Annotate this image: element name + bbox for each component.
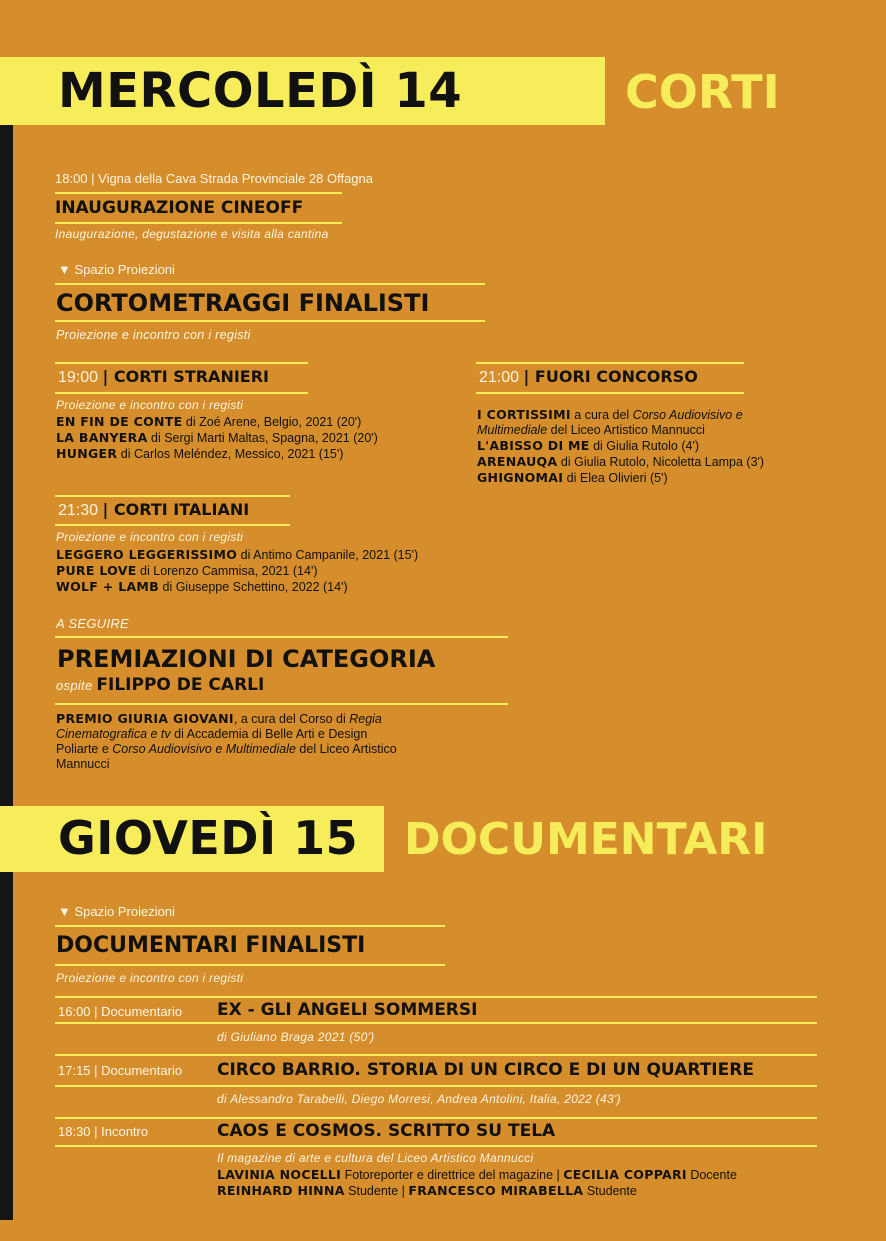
award-text: , a cura del Corso di <box>233 712 350 726</box>
film-credit: di Lorenzo Cammisa, 2021 (14') <box>136 564 318 578</box>
film-list <box>56 414 378 462</box>
slot-title: | CORTI STRANIERI <box>102 367 269 386</box>
film-item <box>56 579 418 595</box>
section-heading: CORTOMETRAGGI FINALISTI <box>56 289 430 317</box>
slot-heading <box>58 500 249 520</box>
divider <box>55 392 308 394</box>
guest-list <box>217 1167 737 1199</box>
award-text: di Accademia di Belle Arti e Design <box>170 727 368 741</box>
section-title: DOCUMENTARI <box>404 814 768 865</box>
a-seguire-label: A SEGUIRE <box>56 616 130 631</box>
award-description <box>56 711 486 772</box>
film-item <box>56 563 418 579</box>
film-item <box>477 438 764 454</box>
award-line <box>56 727 486 742</box>
award-text: Poliarte e <box>56 742 113 756</box>
doc-title: CIRCO BARRIO. STORIA DI UN CIRCO E DI UN QUARTIERE <box>217 1060 754 1080</box>
doc-credit: di Giuliano Braga 2021 (50') <box>217 1030 375 1044</box>
slot-time: 21:00 <box>479 369 520 386</box>
guest-line <box>217 1167 737 1183</box>
film-title: L'ABISSO DI ME <box>477 438 590 453</box>
award-line <box>56 757 486 772</box>
slot-title: | CORTI ITALIANI <box>102 500 250 519</box>
divider <box>55 925 445 927</box>
guest-line <box>217 1183 737 1199</box>
guest-role: Studente <box>583 1184 637 1198</box>
course-name: Multimediale <box>477 423 548 437</box>
divider <box>55 703 508 705</box>
award-text: Mannucci <box>56 757 110 771</box>
divider <box>55 1022 817 1024</box>
divider <box>55 1145 817 1147</box>
divider <box>476 392 744 394</box>
film-credit: di Carlos Meléndez, Messico, 2021 (15') <box>117 447 344 461</box>
film-list <box>56 547 418 595</box>
course-name: Cinematografica e tv <box>56 727 171 741</box>
divider <box>476 362 744 364</box>
film-title: LA BANYERA <box>56 430 148 445</box>
film-credit: di Giulia Rutolo (4') <box>589 439 699 453</box>
guest-name: REINHARD HINNA <box>217 1183 345 1198</box>
slot-label: 18:30 | Incontro <box>58 1124 149 1139</box>
award-line <box>56 742 486 757</box>
film-credit: di Elea Olivieri (5') <box>563 471 668 485</box>
divider <box>55 362 308 364</box>
guest-role: Fotoreporter e direttrice del magazine | <box>341 1168 564 1182</box>
doc-title: CAOS E COSMOS. SCRITTO SU TELA <box>217 1121 556 1141</box>
divider <box>55 192 342 194</box>
film-credit: di Giulia Rutolo, Nicoletta Lampa (3') <box>557 455 765 469</box>
award-title: PREMIO GIURIA GIOVANI <box>56 711 234 726</box>
course-name: Regia <box>349 712 382 726</box>
film-credit: di Giuseppe Schettino, 2022 (14') <box>159 580 348 594</box>
film-item <box>56 430 378 446</box>
film-item <box>477 407 764 423</box>
course-name: Corso Audiovisivo e Multimediale <box>112 742 296 756</box>
guest-role: Docente <box>686 1168 737 1182</box>
film-title: I CORTISSIMI <box>477 407 571 422</box>
course-name: Corso Audiovisivo e <box>632 408 743 422</box>
divider <box>55 222 342 224</box>
divider <box>55 320 485 322</box>
film-title: PURE LOVE <box>56 563 137 578</box>
film-title: HUNGER <box>56 446 118 461</box>
guest-name: FILIPPO DE CARLI <box>96 675 265 695</box>
section-description: Proiezione e incontro con i registi <box>56 328 251 342</box>
doc-credit: Il magazine di arte e cultura del Liceo Artistico Mannucci <box>217 1151 534 1165</box>
slot-description: Proiezione e incontro con i registi <box>56 530 244 544</box>
section-title: CORTI <box>625 65 780 119</box>
venue-label: ▼ Spazio Proiezioni <box>58 262 175 277</box>
film-title: WOLF + LAMB <box>56 579 160 594</box>
divider <box>55 524 290 526</box>
divider <box>55 1085 817 1087</box>
guest-name: FRANCESCO MIRABELLA <box>408 1183 584 1198</box>
section-description: Proiezione e incontro con i registi <box>56 971 244 985</box>
divider <box>55 283 485 285</box>
film-list <box>477 407 764 486</box>
divider <box>55 636 508 638</box>
film-credit: di Sergi Marti Maltas, Spagna, 2021 (20') <box>147 431 378 445</box>
slot-description: Proiezione e incontro con i registi <box>56 398 244 412</box>
slot-time: 21:30 <box>58 502 99 519</box>
slot-time: 19:00 <box>58 369 99 386</box>
section-heading: DOCUMENTARI FINALISTI <box>56 933 366 958</box>
guest-name: LAVINIA NOCELLI <box>217 1167 342 1182</box>
film-credit: a cura del <box>570 408 633 422</box>
guest-label: ospite <box>56 678 97 693</box>
film-item <box>56 414 378 430</box>
slot-title: | FUORI CONCORSO <box>523 367 698 386</box>
slot-label: 16:00 | Documentario <box>58 1004 183 1019</box>
slot-heading <box>58 367 269 387</box>
divider <box>55 495 290 497</box>
film-item <box>477 454 764 470</box>
film-credit: di Antimo Campanile, 2021 (15') <box>237 548 419 562</box>
day-title: MERCOLEDÌ 14 <box>58 63 463 119</box>
film-title: LEGGERO LEGGERISSIMO <box>56 547 238 562</box>
divider <box>55 1054 817 1056</box>
divider <box>55 1117 817 1119</box>
day-title: GIOVEDÌ 15 <box>58 811 359 865</box>
event-description: Inaugurazione, degustazione e visita alla cantina <box>55 227 329 241</box>
event-title: INAUGURAZIONE CINEOFF <box>55 198 304 218</box>
film-credit: del Liceo Artistico Mannucci <box>547 423 705 437</box>
film-title: GHIGNOMAI <box>477 470 564 485</box>
film-item <box>477 470 764 486</box>
event-time-place: 18:00 | Vigna della Cava Strada Provinciale 28 Offagna <box>55 171 373 186</box>
film-credit: di Zoé Arene, Belgio, 2021 (20') <box>182 415 362 429</box>
awards-guest <box>56 675 264 695</box>
film-item <box>56 446 378 462</box>
guest-role: Studente | <box>344 1184 409 1198</box>
awards-title: PREMIAZIONI DI CATEGORIA <box>57 645 436 673</box>
slot-label: 17:15 | Documentario <box>58 1063 183 1078</box>
divider <box>55 964 445 966</box>
film-item <box>477 423 764 438</box>
film-title: EN FIN DE CONTE <box>56 414 183 429</box>
award-line <box>56 711 486 727</box>
doc-title: EX - GLI ANGELI SOMMERSI <box>217 1000 478 1020</box>
film-title: ARENAUQA <box>477 454 558 469</box>
film-item <box>56 547 418 563</box>
award-text: del Liceo Artistico <box>295 742 397 756</box>
venue-label: ▼ Spazio Proiezioni <box>58 904 175 919</box>
guest-name: CECILIA COPPARI <box>563 1167 687 1182</box>
slot-heading <box>479 367 698 387</box>
left-accent-bar <box>0 125 13 1220</box>
divider <box>55 996 817 998</box>
doc-credit: di Alessandro Tarabelli, Diego Morresi, Andrea Antolini, Italia, 2022 (43') <box>217 1092 621 1106</box>
